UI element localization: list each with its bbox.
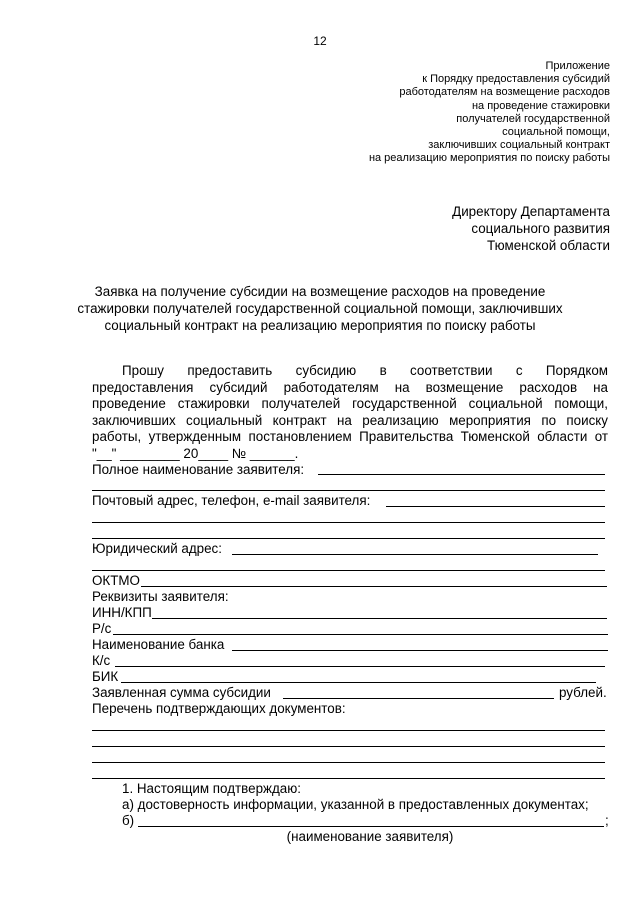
title-line: стажировки получателей государственной социальной помощи, заключивших xyxy=(77,301,563,316)
corr-account-field[interactable] xyxy=(115,666,605,667)
confirm-item-a: а) достоверность информации, указанной в предоставленных документах; xyxy=(122,797,589,812)
addressee-block xyxy=(310,203,610,254)
account-label: Р/с xyxy=(92,621,112,636)
bank-name-label: Наименование банка xyxy=(92,637,225,652)
bik-label: БИК xyxy=(92,669,119,684)
appendix-line: социальной помощи, xyxy=(502,126,610,139)
legal-address-field[interactable] xyxy=(232,554,598,555)
paragraph-line: заключивших социальный контракт на реализацию мероприятия по поиску xyxy=(92,412,608,428)
documents-field-line[interactable] xyxy=(92,778,605,779)
postal-address-field-line[interactable] xyxy=(92,522,605,523)
applicant-name-field[interactable] xyxy=(138,826,604,827)
legal-address-label: Юридический адрес: xyxy=(92,541,222,556)
postal-address-label: Почтовый адрес, телефон, e-mail заявителя: xyxy=(92,493,371,508)
title-line: социальный контракт на реализацию мероприятия по поиску работы xyxy=(104,318,536,333)
bank-name-field[interactable] xyxy=(232,650,608,651)
paragraph-line: Прошу предоставить субсидию в соответствии с Порядком xyxy=(122,363,608,378)
addressee-line: Тюменской области xyxy=(487,238,610,253)
legal-address-field-line[interactable] xyxy=(92,570,605,571)
paragraph-line: проведение стажировки получателей государственной социальной помощи, xyxy=(92,396,608,411)
postal-address-field-line[interactable] xyxy=(92,538,605,539)
confirm-heading: 1. Настоящим подтверждаю: xyxy=(122,781,301,796)
paragraph-line: работы, утвержденным постановлением Правительства Тюменской области от xyxy=(92,429,608,444)
full-name-field-line[interactable] xyxy=(92,490,605,491)
inn-kpp-field[interactable] xyxy=(152,618,607,619)
appendix-line: заключивших социальный контракт xyxy=(428,139,610,152)
addressee-line: Директору Департамента xyxy=(452,204,610,219)
full-name-field[interactable] xyxy=(318,474,605,475)
appendix-line: на реализацию мероприятия по поиску работы xyxy=(368,152,610,165)
corr-account-label: К/с xyxy=(92,653,111,668)
documents-label: Перечень подтверждающих документов: xyxy=(92,701,346,716)
documents-field-line[interactable] xyxy=(92,746,605,747)
appendix-line: работодателям на возмещение расходов xyxy=(399,86,610,99)
postal-address-field[interactable] xyxy=(386,506,605,507)
requisites-label: Реквизиты заявителя: xyxy=(92,589,229,604)
title-line: Заявка на получение субсидии на возмещение расходов на проведение xyxy=(94,284,546,299)
oktmo-field[interactable] xyxy=(141,586,607,587)
full-name-label: Полное наименование заявителя: xyxy=(92,462,305,477)
documents-field-line[interactable] xyxy=(92,730,605,731)
amount-field[interactable] xyxy=(283,698,554,699)
paragraph-line: "__" ________ 20____ № ______. xyxy=(92,445,299,461)
document-title xyxy=(60,283,580,334)
bik-field[interactable] xyxy=(121,682,596,683)
account-field[interactable] xyxy=(113,634,608,635)
inn-kpp-label: ИНН/КПП xyxy=(92,605,152,620)
request-paragraph xyxy=(92,363,608,462)
amount-unit: рублей. xyxy=(559,685,607,700)
page-number: 12 xyxy=(313,34,327,48)
paragraph-line: предоставления субсидий работодателям на возмещение расходов на xyxy=(92,379,608,395)
appendix-line: на проведение стажировки xyxy=(471,99,610,112)
applicant-name-caption: (наименование заявителя) xyxy=(286,829,454,844)
appendix-line: к Порядку предоставления субсидий xyxy=(422,73,610,86)
confirm-item-b-prefix: б) xyxy=(122,813,135,828)
oktmo-label: ОКТМО xyxy=(92,573,140,588)
appendix-line: получателей государственной xyxy=(456,112,610,125)
appendix-line: Приложение xyxy=(545,60,610,72)
appendix-block xyxy=(290,60,610,166)
confirm-item-b-suffix: ; xyxy=(605,813,609,828)
documents-field-line[interactable] xyxy=(92,762,605,763)
addressee-line: социального развития xyxy=(471,221,610,236)
amount-label: Заявленная сумма субсидии xyxy=(92,685,271,700)
